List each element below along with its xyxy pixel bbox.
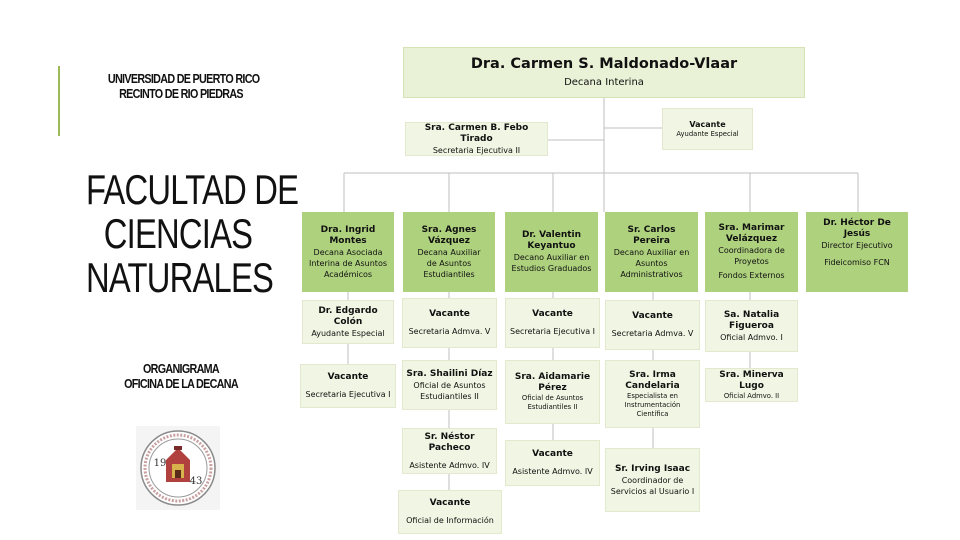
staff-title: Secretaria Admva. V bbox=[408, 327, 491, 336]
staff-name: Sra. Irma Candelaria bbox=[625, 369, 680, 391]
staff-box bbox=[302, 300, 394, 344]
staff-name: Dr. Edgardo Colón bbox=[318, 305, 378, 327]
unit-head-title-2: Fideicomiso FCN bbox=[824, 258, 890, 267]
staff-title: Oficial Admvo. I bbox=[720, 332, 783, 342]
unit-head-name: Dr. Valentin Keyantuo bbox=[521, 230, 582, 251]
unit-head-name: Dr. Héctor De Jesús bbox=[823, 218, 891, 239]
staff-name: Vacante bbox=[429, 498, 471, 508]
staff-box bbox=[505, 298, 600, 348]
staff-title: Secretaria Admva. V bbox=[611, 329, 694, 338]
special-assistant-name: Vacante bbox=[689, 120, 726, 129]
seal-year-top: 19 bbox=[153, 458, 167, 469]
staff-title: Oficial de Asuntos Estudiantiles II bbox=[413, 380, 486, 401]
university-line-1: UNIVERSIDAD DE PUERTO RICO bbox=[107, 72, 260, 86]
unit-head-title: Decano Auxiliar en Asuntos Administrativos bbox=[613, 247, 690, 279]
dean-name: Dra. Carmen S. Maldonado-Vlaar bbox=[470, 56, 738, 72]
staff-box bbox=[505, 360, 600, 424]
unit-head-title: Director Ejecutivo bbox=[821, 241, 893, 250]
faculty-title-line-3: NATURALES bbox=[85, 254, 274, 301]
staff-title: Especialista en Instrumentación Científica bbox=[624, 391, 681, 418]
special-assistant-box bbox=[662, 108, 753, 150]
staff-title: Secretaria Ejecutiva I bbox=[305, 390, 391, 399]
subtitle-line-2: OFICINA DE LA DECANA bbox=[124, 377, 238, 391]
staff-title: Coordinador de Servicios al Usuario I bbox=[610, 475, 695, 496]
faculty-title-line-2: CIENCIAS bbox=[103, 210, 253, 257]
staff-box bbox=[398, 490, 502, 534]
special-assistant-title: Ayudante Especial bbox=[676, 130, 739, 138]
staff-title: Oficial de Asuntos Estudiantiles II bbox=[521, 394, 584, 411]
staff-box bbox=[705, 300, 798, 352]
subtitle-line-1: ORGANIGRAMA bbox=[142, 362, 220, 376]
staff-box bbox=[605, 360, 700, 428]
staff-name: Vacante bbox=[327, 372, 369, 382]
unit-box-academic bbox=[302, 212, 394, 292]
staff-box bbox=[505, 440, 600, 486]
unit-box-students bbox=[403, 212, 495, 292]
unit-head-name: Sra. Marimar Velázquez bbox=[718, 223, 785, 244]
secretary-title: Secretaria Ejecutiva II bbox=[432, 145, 521, 155]
unit-head-title: Coordinadora de Proyetos bbox=[718, 246, 785, 266]
staff-name: Vacante bbox=[532, 309, 573, 319]
staff-name: Sa. Natalia Figueroa bbox=[723, 309, 780, 331]
unit-head-name: Dra. Ingrid Montes bbox=[320, 224, 376, 246]
staff-title: Ayudante Especial bbox=[311, 328, 385, 338]
dean-box bbox=[403, 47, 805, 98]
unit-head-name: Sra. Agnes Vázquez bbox=[421, 224, 477, 246]
seal-year-bottom: 43 bbox=[189, 476, 203, 487]
staff-name: Sr. Irving Isaac bbox=[614, 463, 691, 474]
unit-head-name: Sr. Carlos Pereira bbox=[627, 224, 676, 246]
unit-box-trust bbox=[806, 212, 908, 292]
unit-head-title-2: de Asuntos Estudiantiles bbox=[423, 258, 475, 279]
staff-title: Oficial de Información bbox=[406, 516, 494, 525]
staff-title: Oficial Admvo. II bbox=[723, 391, 780, 400]
staff-title: Asistente Admvo. IV bbox=[409, 460, 490, 470]
unit-head-title: Decana Asociada Interina de Asuntos Académicos bbox=[308, 247, 388, 279]
unit-head-title: Decana Auxiliar bbox=[417, 247, 481, 257]
staff-box bbox=[402, 298, 497, 348]
staff-name: Sra. Aidamarie Pérez bbox=[514, 372, 591, 393]
faculty-title-line-1: FACULTAD DE bbox=[85, 166, 299, 213]
unit-box-administrative bbox=[605, 212, 698, 292]
staff-box bbox=[605, 448, 700, 512]
staff-name: Sr. Néstor Pacheco bbox=[424, 431, 475, 453]
secretary-box bbox=[405, 122, 548, 156]
staff-box bbox=[402, 360, 497, 410]
staff-name: Vacante bbox=[532, 449, 573, 459]
unit-box-graduate bbox=[505, 212, 598, 292]
unit-head-title: Decano Auxiliar en Estudios Graduados bbox=[511, 253, 592, 273]
staff-title: Asistente Admvo. IV bbox=[512, 467, 593, 476]
staff-box bbox=[705, 368, 798, 402]
staff-box bbox=[300, 364, 396, 408]
secretary-name: Sra. Carmen B. Febo Tirado bbox=[424, 122, 529, 144]
staff-title: Secretaria Ejecutiva I bbox=[510, 327, 595, 336]
staff-box bbox=[402, 428, 497, 474]
unit-head-title-2: Fondos Externos bbox=[718, 271, 785, 280]
university-line-2: RECINTO DE RIO PIEDRAS bbox=[119, 87, 243, 101]
staff-name: Sra. Shailini Díaz bbox=[406, 368, 493, 379]
staff-name: Vacante bbox=[429, 309, 470, 319]
unit-box-projects bbox=[705, 212, 798, 292]
staff-name: Vacante bbox=[632, 311, 673, 321]
staff-box bbox=[605, 300, 700, 350]
dean-title: Decana Interina bbox=[564, 77, 644, 88]
staff-name: Sra. Minerva Lugo bbox=[719, 369, 784, 391]
